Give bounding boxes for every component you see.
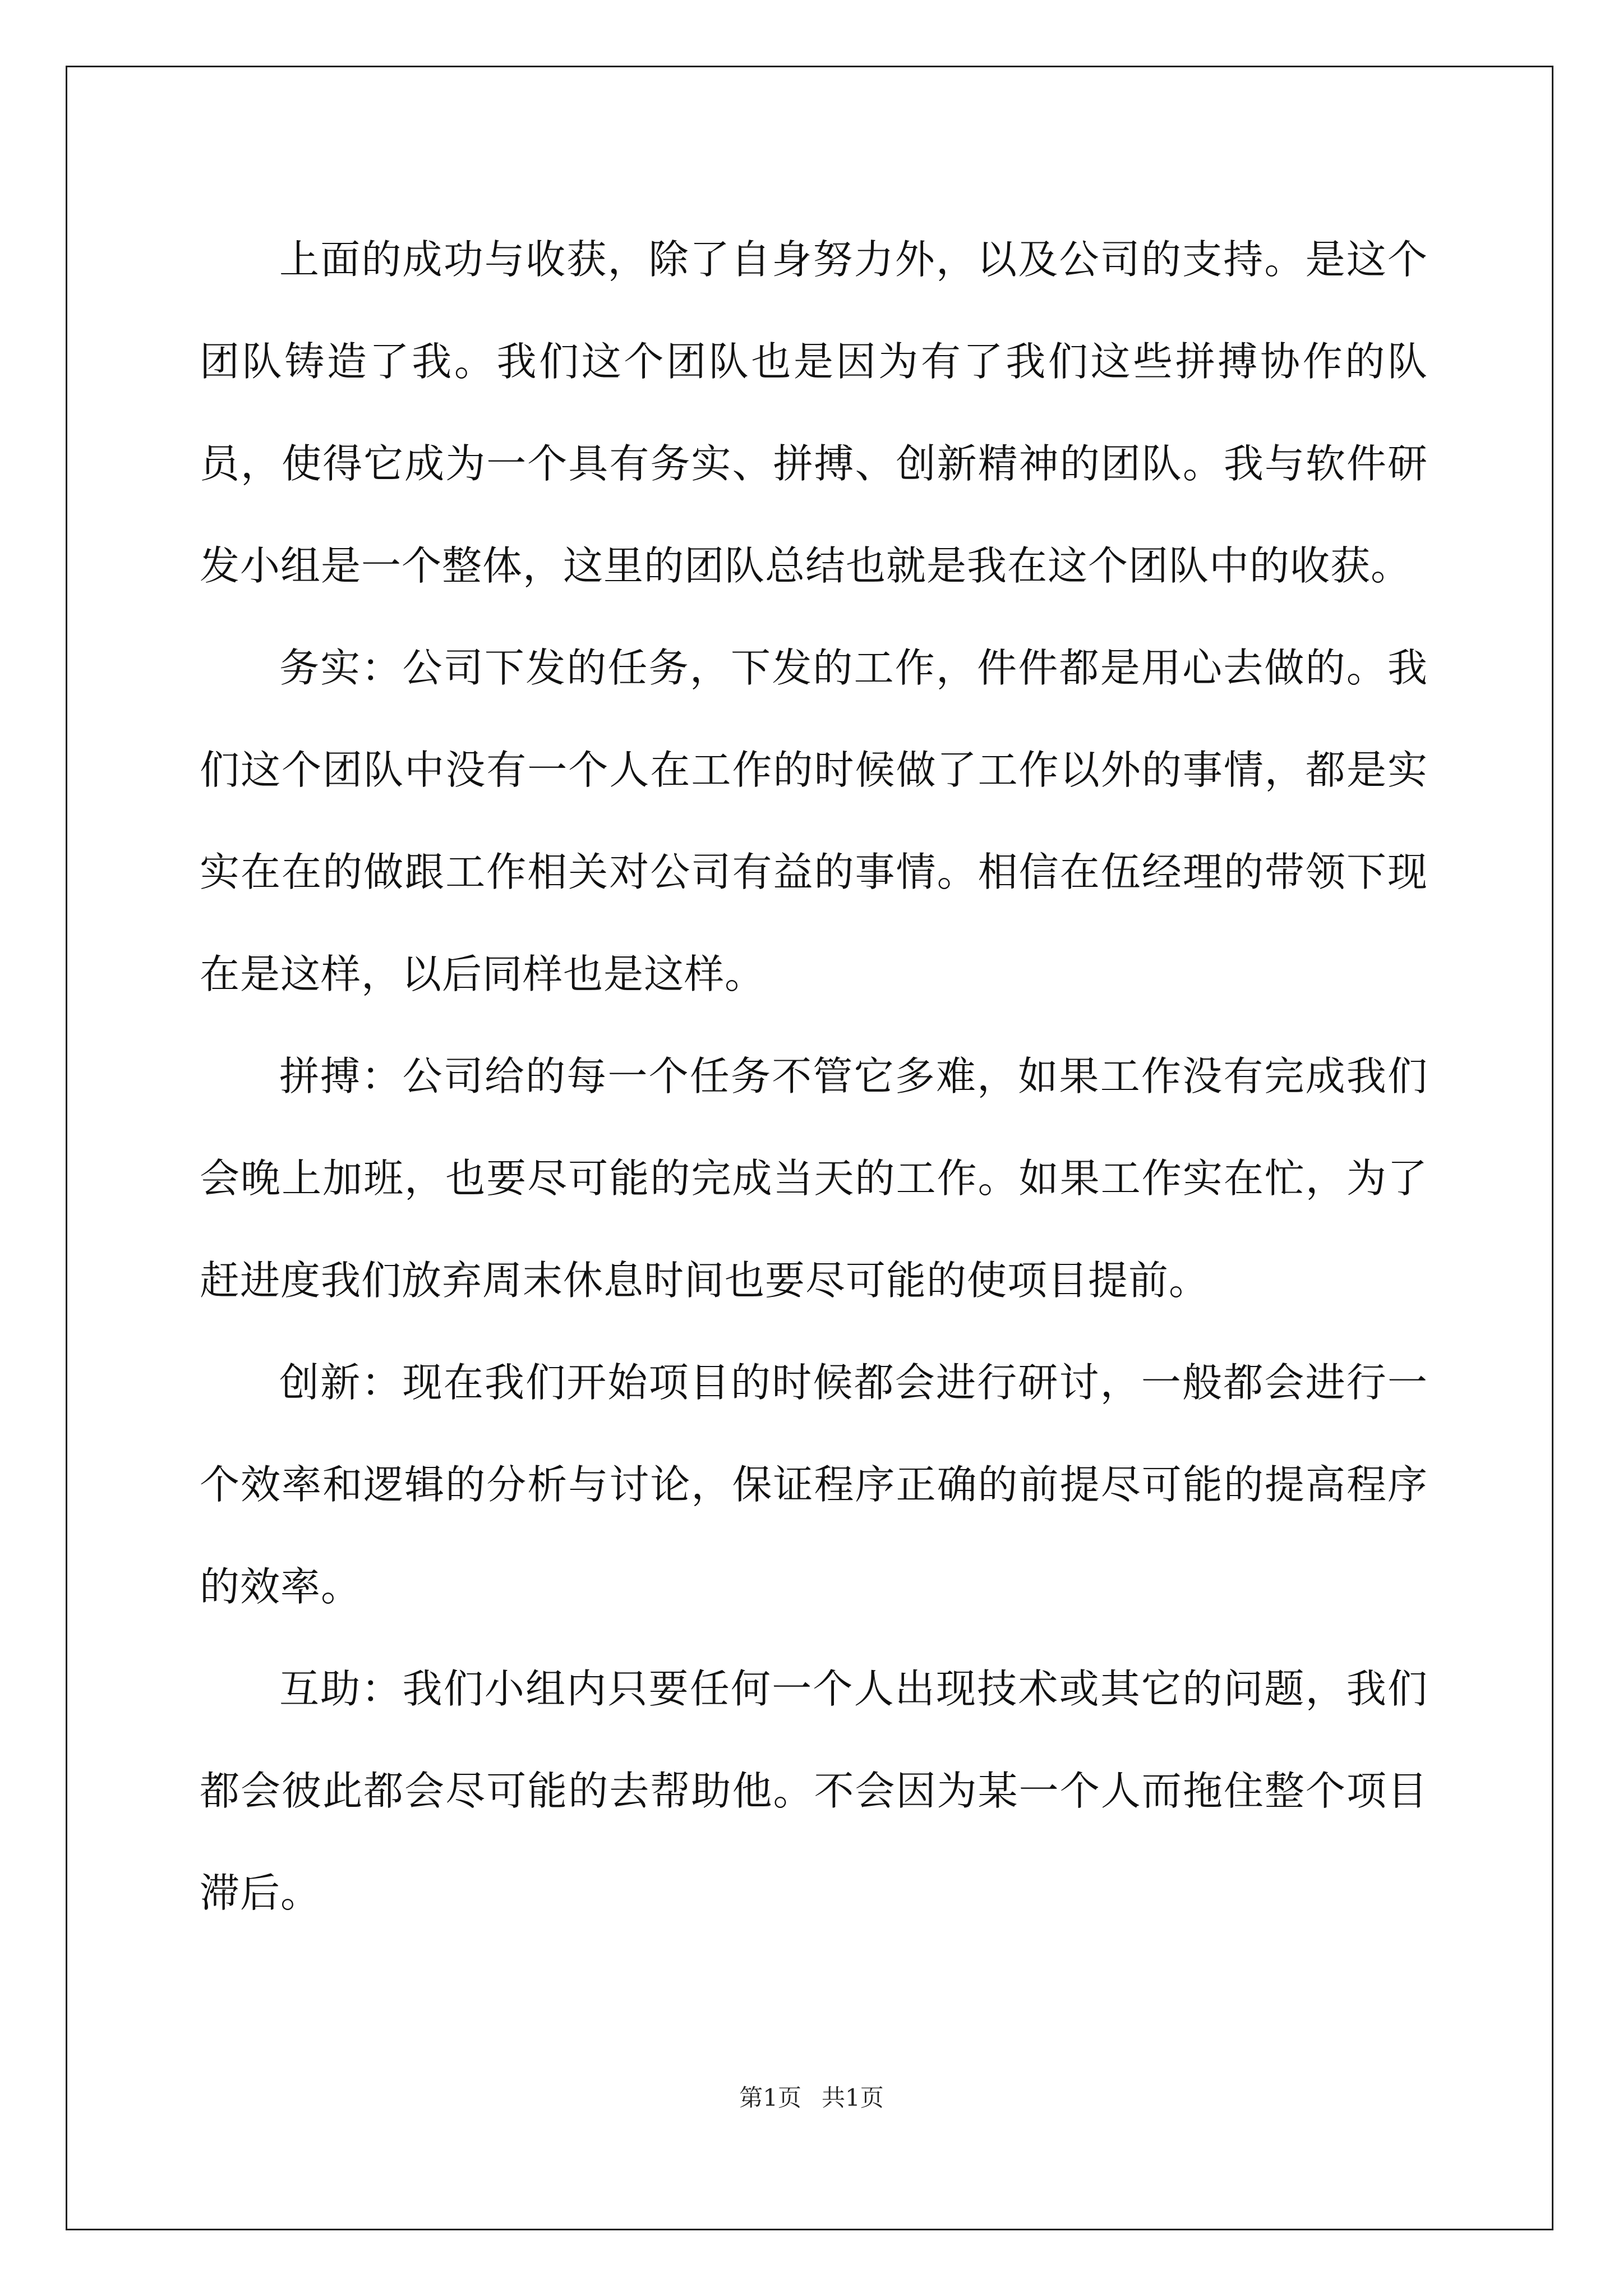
- paragraph-pragmatic: 务实：公司下发的任务，下发的工作，件件都是用心去做的。我们这个团队中没有一个人在工作的时候做了工作以外的事情，都是实实在在的做跟工作相关对公司有益的事情。相信在伍经理的带领下现在是这样，以后同样也是这样。: [200, 645, 1428, 997]
- page-number: 第1页: [739, 2084, 801, 2111]
- document-body: [200, 209, 1428, 1944]
- paragraph-mutual-help: 互助：我们小组内只要任何一个人出现技术或其它的问题，我们都会彼此都会尽可能的去帮助他。不会因为某一个人而拖住整个项目滞后。: [200, 1665, 1428, 1916]
- paragraph-innovation: 创新：现在我们开始项目的时候都会进行研讨，一般都会进行一个效率和逻辑的分析与讨论，保证程序正确的前提尽可能的提高程序的效率。: [200, 1359, 1428, 1610]
- paragraph-striving: 拼搏：公司给的每一个任务不管它多难，如果工作没有完成我们会晚上加班，也要尽可能的完成当天的工作。如果工作实在忙，为了赶进度我们放弃周末休息时间也要尽可能的使项目提前。: [200, 1053, 1428, 1304]
- total-pages: 共1页: [822, 2084, 884, 2111]
- page-footer: [0, 2081, 1623, 2115]
- paragraph-intro: 上面的成功与收获，除了自身努力外，以及公司的支持。是这个团队铸造了我。我们这个团队也是因为有了我们这些拼搏协作的队员，使得它成为一个具有务实、拼搏、创新精神的团队。我与软件研发小组是一个整体，这里的团队总结也就是我在这个团队中的收获。: [200, 236, 1428, 589]
